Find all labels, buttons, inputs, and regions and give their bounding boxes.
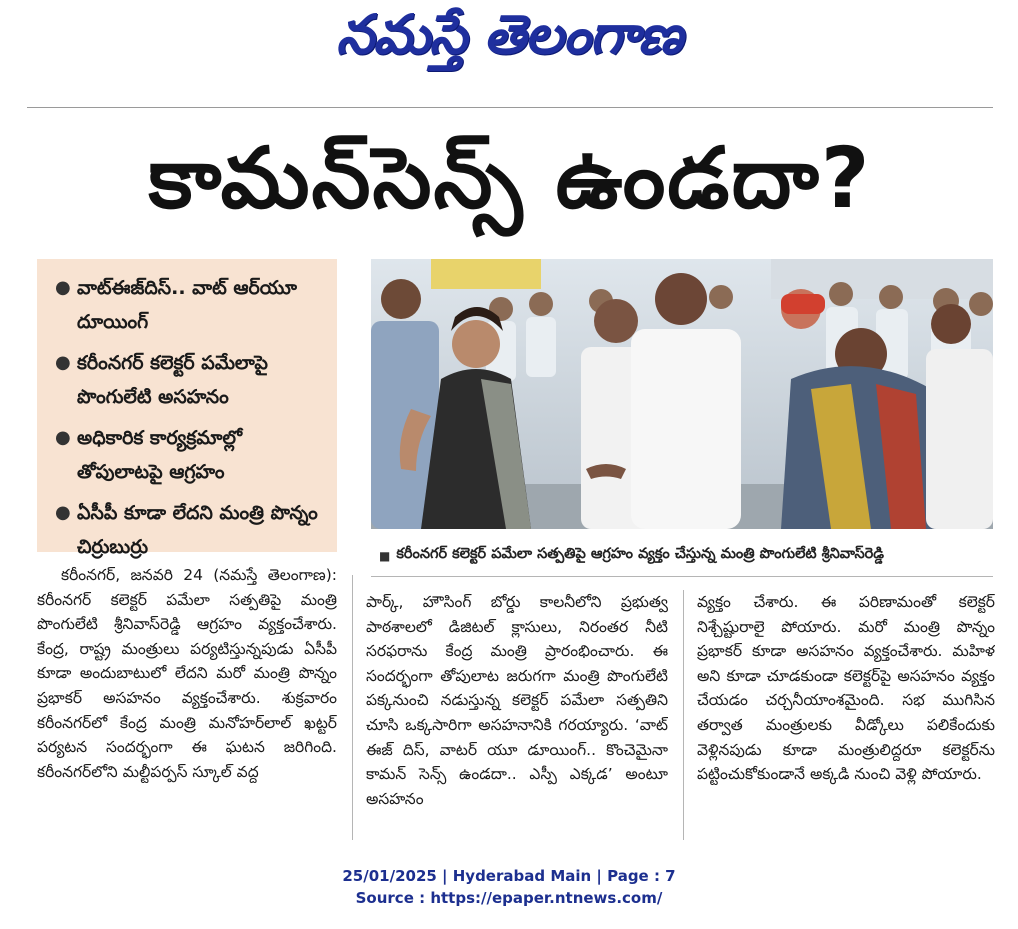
highlight-text: అధికారిక కార్యక్రమాల్లో తోపులాటపై ఆగ్రహం [77, 427, 242, 483]
footer-edition-info: 25/01/2025 | Hyderabad Main | Page : 7 [342, 867, 676, 885]
footer-source-link[interactable]: Source : https://epaper.ntnews.com/ [355, 889, 663, 907]
page-footer [0, 865, 1018, 915]
masthead-divider [27, 107, 993, 108]
masthead [0, 2, 1018, 76]
headline: కామన్‌సెన్స్‌ ఉండదా? [148, 128, 872, 227]
masthead-logo: నమస్తే తెలంగాణ [336, 2, 682, 66]
highlights-box [37, 259, 337, 558]
caption-divider [371, 576, 993, 577]
bullet-icon: ● [55, 502, 71, 523]
bullet-icon: ● [55, 427, 71, 448]
article-column-3 [697, 590, 995, 840]
news-photo [371, 259, 993, 529]
column-divider [352, 575, 353, 840]
highlight-text: కరీంనగర్‌ కలెక్టర్‌ పమేలాపై పొంగులేటి అసహనం [77, 352, 268, 408]
article-column-1 [37, 563, 337, 845]
article-text: పార్క్‌, హౌసింగ్‌ బోర్డు కాలనీలోని ప్రభుత్వ పాఠశాలలో డిజిటల్‌ క్లాసులు, నిరంతర నీటి సరఫరాను కేంద్ర మంత్రి ప్రారంభించారు. ఈ సందర్భంగా తోపులాట జరుగగా మంత్రి పొంగులేటి పక్కనుంచి నడుస్తున్న కలెక్టర్‌ పమేలా సత్పతిని చూసి ఒక్కసారిగా అసహనానికి గరయ్యారు. ‘వాట్‌ ఈజ్‌ దిస్‌, వాటర్‌ యూ డూయింగ్‌.. కొంచెమైనా కామన్‌ సెన్స్‌ ఉండదా.. ఎస్పీ ఎక్కడ’ అంటూ అసహనం [366, 593, 668, 808]
highlight-text: వాట్‌ఈజ్‌దిస్‌.. వాట్‌ ఆర్‌యూ దూయింగ్‌ [77, 277, 297, 333]
photo-caption [371, 540, 993, 572]
highlight-item [55, 421, 331, 489]
bullet-icon: ● [55, 352, 71, 373]
article-column-2 [366, 590, 668, 840]
column-divider [683, 590, 684, 840]
highlight-item [55, 271, 331, 339]
article-text: వ్యక్తం చేశారు. ఈ పరిణామంతో కలెక్టర్‌ నిశ్చేష్టురాలై పోయారు. మరో మంత్రి పొన్నం ప్రభాకర్‌ కూడా అసహనం వ్యక్తంచేశారు. మహిళ అని కూడా చూడకుండా కలెక్టర్‌పై అసహనం వ్యక్తం చేయడం చర్చనీయాంశమైంది. సభ ముగిసిన తర్వాత మంత్రులకు వీడ్కోలు పలికేందుకు వెళ్లినపుడు కూడా మంత్రులిద్దరూ కలెక్టర్‌ను పట్టించుకోకుండానే అక్కడి నుంచి వెళ్లి పోయారు. [697, 593, 995, 784]
highlight-item [55, 346, 331, 414]
bullet-icon: ● [55, 277, 71, 298]
news-photo-illustration [371, 259, 993, 529]
article-text: కరీంనగర్‌, జనవరి 24 (నమస్తే తెలంగాణ): కరీంనగర్‌ కలెక్టర్‌ పమేలా సత్పతిపై మంత్రి పొంగులేటి శ్రీనివాస్‌రెడ్డి ఆగ్రహం వ్యక్తంచేశారు. కేంద్ర, రాష్ట్ర మంత్రులు పర్యటిస్తున్నపుడు ఏసీపీ కూడా అందుబాటులో లేదని మరో మంత్రి పొన్నం ప్రభాకర్‌ అసహనం వ్యక్తంచేశారు. శుక్రవారం కరీంనగర్‌లో కేంద్ర మంత్రి మనోహర్‌లాల్‌ ఖట్టర్‌ పర్యటన సందర్భంగా ఈ ఘటన జరిగింది. కరీంనగర్‌లోని మల్టీపర్పస్‌ స్కూల్‌ వద్ద [37, 566, 337, 781]
photo-caption-text: కరీంనగర్‌ కలెక్టర్‌ పమేలా సత్పతిపై ఆగ్రహం వ్యక్తం చేస్తున్న మంత్రి పొంగులేటి శ్రీనివాస్‌రెడ్డి [396, 546, 885, 562]
highlight-text: ఏసీపీ కూడా లేదని మంత్రి పొన్నం చిర్రుబుర్రు [77, 502, 318, 558]
caption-bullet-icon: ■ [379, 549, 391, 563]
highlight-item [55, 496, 331, 564]
